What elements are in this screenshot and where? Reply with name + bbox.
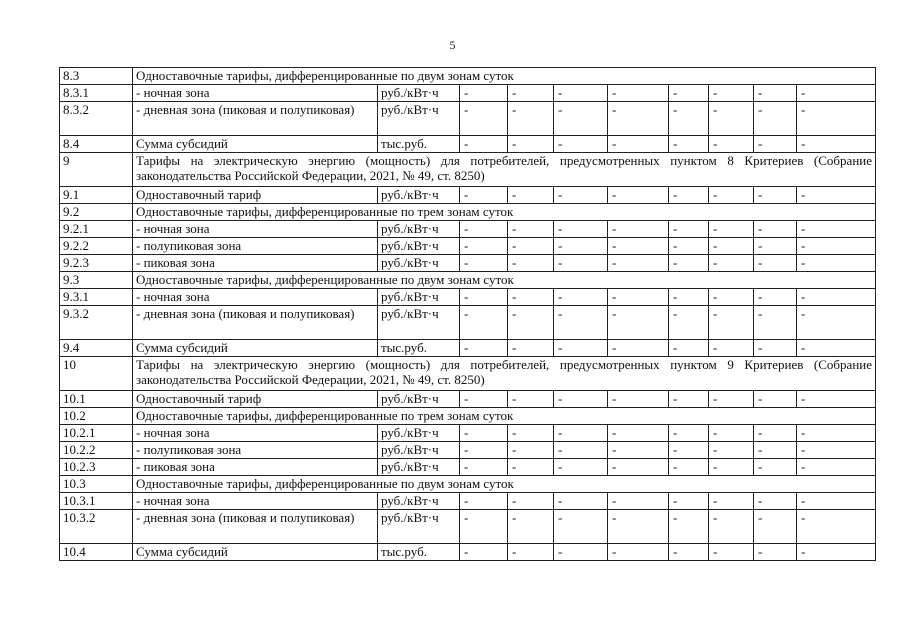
row-number: 9.2.3 (60, 255, 133, 272)
value-cell: - (754, 510, 797, 544)
value-cell: - (554, 238, 608, 255)
value-cell: - (460, 340, 508, 357)
row-unit: руб./кВт·ч (378, 493, 460, 510)
row-unit: руб./кВт·ч (378, 459, 460, 476)
value-cell: - (669, 340, 709, 357)
row-name: - ночная зона (133, 221, 378, 238)
value-cell: - (608, 544, 669, 561)
row-name: Сумма субсидий (133, 544, 378, 561)
value-cell: - (508, 136, 554, 153)
section-row (60, 272, 876, 289)
value-cell: - (709, 425, 754, 442)
value-cell: - (554, 391, 608, 408)
value-cell: - (460, 391, 508, 408)
value-cell: - (669, 459, 709, 476)
table-row (60, 340, 876, 357)
value-cell: - (709, 255, 754, 272)
value-cell: - (554, 510, 608, 544)
value-cell: - (460, 221, 508, 238)
value-cell: - (709, 136, 754, 153)
value-cell: - (508, 238, 554, 255)
row-name: - полупиковая зона (133, 442, 378, 459)
value-cell: - (669, 442, 709, 459)
value-cell: - (508, 187, 554, 204)
value-cell: - (554, 289, 608, 306)
value-cell: - (608, 187, 669, 204)
value-cell: - (754, 238, 797, 255)
row-number: 9.2.2 (60, 238, 133, 255)
value-cell: - (669, 510, 709, 544)
value-cell: - (460, 459, 508, 476)
row-name: Одноставочный тариф (133, 391, 378, 408)
value-cell: - (460, 493, 508, 510)
table-row (60, 136, 876, 153)
value-cell: - (797, 442, 876, 459)
value-cell: - (508, 102, 554, 136)
value-cell: - (754, 136, 797, 153)
table-row (60, 544, 876, 561)
value-cell: - (709, 102, 754, 136)
row-number: 9.2.1 (60, 221, 133, 238)
value-cell: - (460, 255, 508, 272)
row-number: 8.4 (60, 136, 133, 153)
section-title: Одноставочные тарифы, дифференцированные по трем зонам суток (133, 204, 876, 221)
row-name: Сумма субсидий (133, 340, 378, 357)
value-cell: - (460, 306, 508, 340)
row-number: 9.3.2 (60, 306, 133, 340)
row-unit: руб./кВт·ч (378, 306, 460, 340)
value-cell: - (754, 425, 797, 442)
value-cell: - (709, 340, 754, 357)
value-cell: - (709, 306, 754, 340)
value-cell: - (608, 493, 669, 510)
value-cell: - (460, 102, 508, 136)
section-row (60, 204, 876, 221)
row-number: 9.4 (60, 340, 133, 357)
value-cell: - (669, 238, 709, 255)
value-cell: - (508, 391, 554, 408)
section-row (60, 408, 876, 425)
row-unit: тыс.руб. (378, 136, 460, 153)
value-cell: - (797, 221, 876, 238)
value-cell: - (554, 493, 608, 510)
row-number: 10.2.2 (60, 442, 133, 459)
table-row (60, 255, 876, 272)
value-cell: - (797, 255, 876, 272)
section-row (60, 476, 876, 493)
value-cell: - (608, 221, 669, 238)
value-cell: - (797, 136, 876, 153)
value-cell: - (709, 85, 754, 102)
row-number: 8.3 (60, 68, 133, 85)
section-title: Одноставочные тарифы, дифференцированные по трем зонам суток (133, 408, 876, 425)
value-cell: - (754, 187, 797, 204)
row-unit: тыс.руб. (378, 340, 460, 357)
row-unit: руб./кВт·ч (378, 85, 460, 102)
row-number: 10.1 (60, 391, 133, 408)
value-cell: - (460, 238, 508, 255)
row-number: 8.3.2 (60, 102, 133, 136)
value-cell: - (797, 493, 876, 510)
value-cell: - (669, 136, 709, 153)
value-cell: - (709, 187, 754, 204)
row-unit: руб./кВт·ч (378, 255, 460, 272)
value-cell: - (554, 459, 608, 476)
value-cell: - (669, 425, 709, 442)
value-cell: - (709, 459, 754, 476)
value-cell: - (797, 85, 876, 102)
value-cell: - (554, 306, 608, 340)
value-cell: - (608, 425, 669, 442)
value-cell: - (508, 289, 554, 306)
value-cell: - (554, 340, 608, 357)
row-number: 10.3.2 (60, 510, 133, 544)
row-number: 9.1 (60, 187, 133, 204)
table-row (60, 306, 876, 340)
value-cell: - (608, 85, 669, 102)
row-name: - ночная зона (133, 85, 378, 102)
row-number: 9.3.1 (60, 289, 133, 306)
value-cell: - (669, 493, 709, 510)
value-cell: - (508, 442, 554, 459)
tariff-table (59, 67, 876, 561)
page-number: 5 (449, 38, 456, 52)
value-cell: - (797, 289, 876, 306)
value-cell: - (754, 289, 797, 306)
value-cell: - (608, 255, 669, 272)
row-number: 8.3.1 (60, 85, 133, 102)
value-cell: - (709, 493, 754, 510)
value-cell: - (508, 493, 554, 510)
section-title: Одноставочные тарифы, дифференцированные по двум зонам суток (133, 272, 876, 289)
table-row (60, 459, 876, 476)
row-number: 10.2.1 (60, 425, 133, 442)
value-cell: - (797, 306, 876, 340)
table-row (60, 85, 876, 102)
value-cell: - (508, 459, 554, 476)
row-number: 9.2 (60, 204, 133, 221)
value-cell: - (754, 459, 797, 476)
value-cell: - (554, 85, 608, 102)
section-title: Одноставочные тарифы, дифференцированные по двум зонам суток (133, 68, 876, 85)
value-cell: - (508, 85, 554, 102)
row-name: - ночная зона (133, 425, 378, 442)
value-cell: - (754, 391, 797, 408)
table-row (60, 187, 876, 204)
value-cell: - (669, 289, 709, 306)
section-row (60, 357, 876, 391)
value-cell: - (608, 510, 669, 544)
value-cell: - (669, 255, 709, 272)
table-row (60, 425, 876, 442)
value-cell: - (554, 544, 608, 561)
value-cell: - (554, 255, 608, 272)
row-number: 10.3.1 (60, 493, 133, 510)
value-cell: - (460, 136, 508, 153)
row-name: - ночная зона (133, 493, 378, 510)
value-cell: - (669, 306, 709, 340)
value-cell: - (608, 136, 669, 153)
row-number: 10.2.3 (60, 459, 133, 476)
value-cell: - (608, 306, 669, 340)
value-cell: - (797, 510, 876, 544)
table-body (60, 68, 876, 561)
value-cell: - (460, 442, 508, 459)
row-number: 10 (60, 357, 133, 391)
value-cell: - (669, 187, 709, 204)
row-unit: руб./кВт·ч (378, 425, 460, 442)
row-number: 10.2 (60, 408, 133, 425)
value-cell: - (608, 238, 669, 255)
value-cell: - (669, 102, 709, 136)
row-name: Сумма субсидий (133, 136, 378, 153)
value-cell: - (709, 221, 754, 238)
value-cell: - (754, 255, 797, 272)
row-unit: руб./кВт·ч (378, 289, 460, 306)
table-row (60, 391, 876, 408)
value-cell: - (669, 544, 709, 561)
value-cell: - (508, 221, 554, 238)
row-name: - дневная зона (пиковая и полупиковая) (133, 510, 378, 544)
value-cell: - (754, 442, 797, 459)
value-cell: - (754, 102, 797, 136)
table-row (60, 289, 876, 306)
row-unit: руб./кВт·ч (378, 102, 460, 136)
table-row (60, 238, 876, 255)
section-row (60, 153, 876, 187)
value-cell: - (669, 221, 709, 238)
value-cell: - (797, 187, 876, 204)
value-cell: - (554, 221, 608, 238)
row-number: 10.4 (60, 544, 133, 561)
value-cell: - (754, 306, 797, 340)
value-cell: - (460, 187, 508, 204)
value-cell: - (460, 510, 508, 544)
value-cell: - (754, 544, 797, 561)
value-cell: - (797, 238, 876, 255)
value-cell: - (608, 289, 669, 306)
value-cell: - (797, 391, 876, 408)
value-cell: - (797, 340, 876, 357)
section-title: Одноставочные тарифы, дифференцированные по двум зонам суток (133, 476, 876, 493)
table-row (60, 442, 876, 459)
row-unit: руб./кВт·ч (378, 187, 460, 204)
value-cell: - (608, 459, 669, 476)
value-cell: - (754, 340, 797, 357)
value-cell: - (554, 187, 608, 204)
value-cell: - (608, 340, 669, 357)
value-cell: - (608, 442, 669, 459)
value-cell: - (754, 85, 797, 102)
value-cell: - (508, 255, 554, 272)
table-row (60, 102, 876, 136)
table-row (60, 493, 876, 510)
row-unit: руб./кВт·ч (378, 442, 460, 459)
row-name: - полупиковая зона (133, 238, 378, 255)
value-cell: - (797, 102, 876, 136)
row-name: - пиковая зона (133, 459, 378, 476)
value-cell: - (709, 289, 754, 306)
value-cell: - (460, 85, 508, 102)
row-name: - дневная зона (пиковая и полупиковая) (133, 306, 378, 340)
value-cell: - (669, 85, 709, 102)
row-unit: тыс.руб. (378, 544, 460, 561)
value-cell: - (797, 544, 876, 561)
row-unit: руб./кВт·ч (378, 238, 460, 255)
row-name: - дневная зона (пиковая и полупиковая) (133, 102, 378, 136)
value-cell: - (709, 442, 754, 459)
value-cell: - (508, 510, 554, 544)
value-cell: - (460, 425, 508, 442)
value-cell: - (797, 425, 876, 442)
value-cell: - (669, 391, 709, 408)
value-cell: - (508, 306, 554, 340)
row-unit: руб./кВт·ч (378, 221, 460, 238)
value-cell: - (608, 102, 669, 136)
value-cell: - (508, 340, 554, 357)
table-row (60, 221, 876, 238)
row-number: 9 (60, 153, 133, 187)
row-name: - пиковая зона (133, 255, 378, 272)
value-cell: - (460, 544, 508, 561)
value-cell: - (460, 289, 508, 306)
row-unit: руб./кВт·ч (378, 391, 460, 408)
value-cell: - (554, 136, 608, 153)
value-cell: - (608, 391, 669, 408)
row-name: Одноставочный тариф (133, 187, 378, 204)
row-name: - ночная зона (133, 289, 378, 306)
value-cell: - (709, 544, 754, 561)
section-title: Тарифы на электрическую энергию (мощность) для потребителей, предусмотренных пунктом 8 Критериев (Собрание законодательства Российской Федерации, 2021, № 49, ст. 8250) (133, 153, 876, 187)
section-row (60, 68, 876, 85)
section-title: Тарифы на электрическую энергию (мощность) для потребителей, предусмотренных пунктом 9 Критериев (Собрание законодательства Российской Федерации, 2021, № 49, ст. 8250) (133, 357, 876, 391)
value-cell: - (709, 391, 754, 408)
row-number: 9.3 (60, 272, 133, 289)
value-cell: - (508, 425, 554, 442)
value-cell: - (554, 442, 608, 459)
value-cell: - (709, 510, 754, 544)
row-unit: руб./кВт·ч (378, 510, 460, 544)
table-row (60, 510, 876, 544)
value-cell: - (554, 102, 608, 136)
value-cell: - (508, 544, 554, 561)
row-number: 10.3 (60, 476, 133, 493)
value-cell: - (754, 221, 797, 238)
value-cell: - (754, 493, 797, 510)
value-cell: - (797, 459, 876, 476)
value-cell: - (554, 425, 608, 442)
value-cell: - (709, 238, 754, 255)
